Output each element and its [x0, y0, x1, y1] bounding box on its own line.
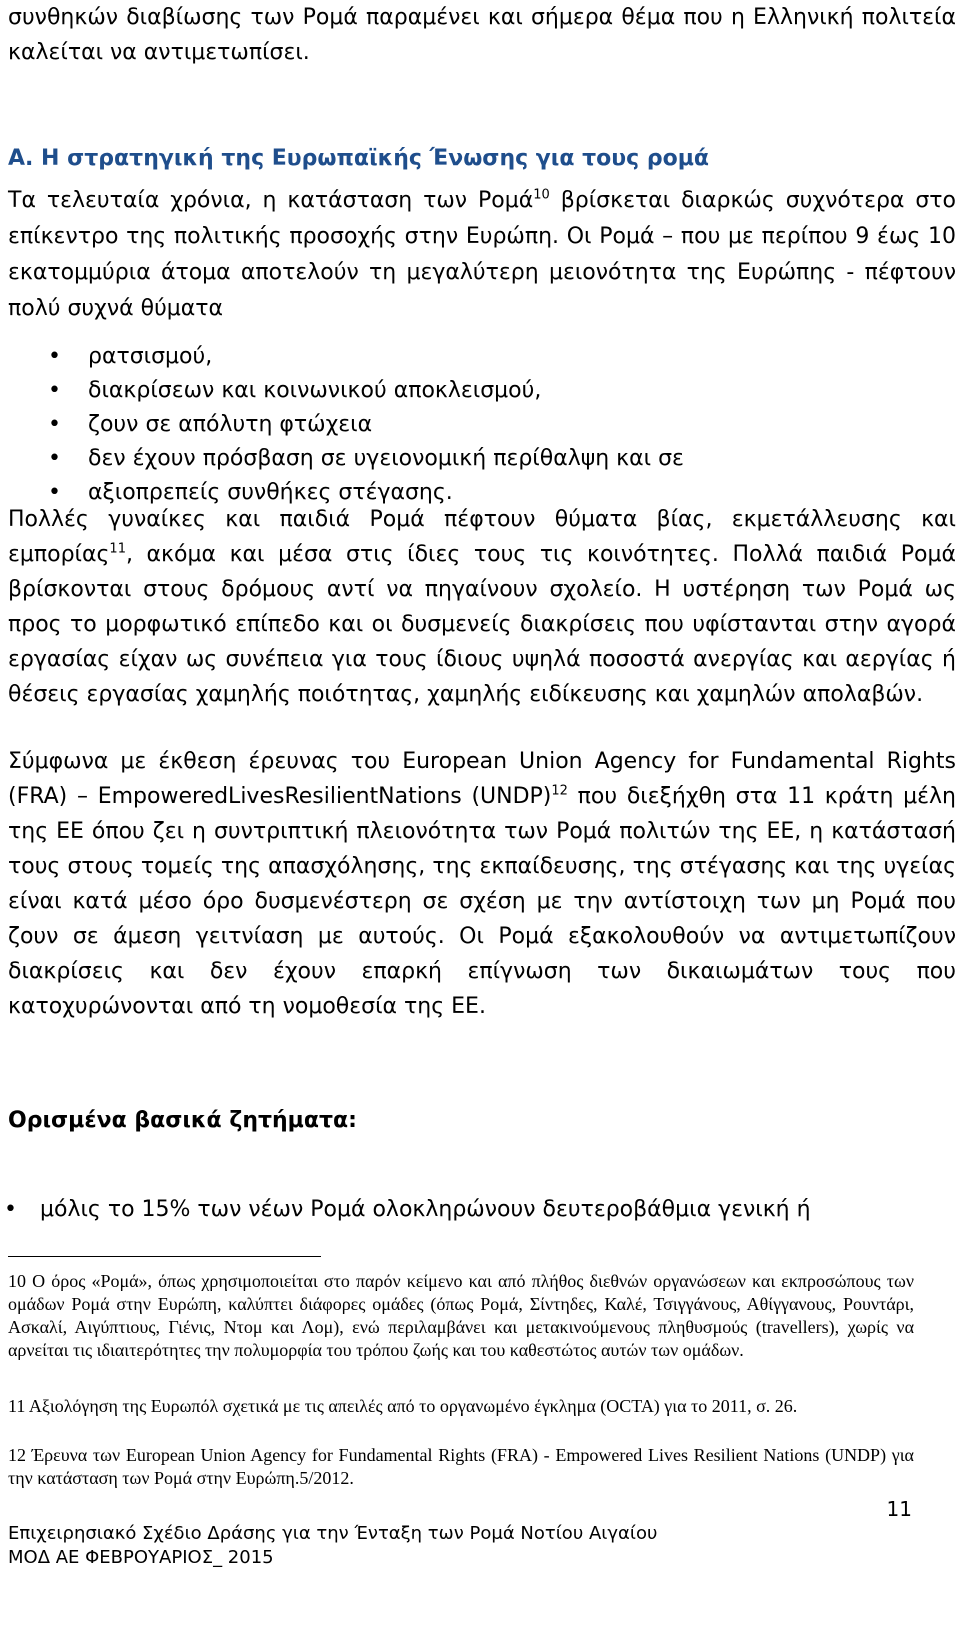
- footnote-ref-12[interactable]: 12: [551, 783, 568, 799]
- list-item: [0, 442, 960, 476]
- paragraph-fra-report: [8, 744, 956, 1024]
- list-item-text: ρατσισμού,: [88, 344, 213, 369]
- footnote-11: 11 Αξιολόγηση της Ευρωπόλ σχετικά με τις απειλές από το οργανωμένο έγκλημα (OCTA) για το 2011, σ. 26.: [8, 1396, 798, 1416]
- list-item: [0, 340, 960, 374]
- intro-paragraph: συνθηκών διαβίωσης των Ρομά παραμένει και σήμερα θέμα που η Ελληνική πολιτεία καλείται να αντιμετωπίσει.: [8, 5, 956, 65]
- bullet-icon: •: [48, 344, 61, 369]
- paragraph-text: βρίσκεται διαρκώς συχνότερα στο επίκεντρο της πολιτικής προσοχής στην Ευρώπη. Οι Ρομά – που με περίπου 9 έως 10 εκατομμύρια άτομα αποτελούν τη μεγαλύτερη μειονότητα της Ευρώπης - πέφτουν πολύ συχνά θύματα: [8, 188, 956, 321]
- section-heading: Α. Η στρατηγική της Ευρωπαϊκής Ένωσης για τους ρομά: [8, 146, 710, 171]
- paragraph-text: Τα τελευταία χρόνια, η κατάσταση των Ρομά: [8, 188, 534, 213]
- key-issues-heading: Ορισμένα βασικά ζητήματα:: [8, 1108, 357, 1133]
- footer-date: ΜΟΔ ΑΕ ΦΕΒΡΟΥΑΡΙΟΣ_ 2015: [8, 1547, 274, 1568]
- list-item-text: μόλις το 15% των νέων Ρομά ολοκληρώνουν δευτεροβάθμια γενική ή: [40, 1197, 811, 1222]
- footer-title: Επιχειρησιακό Σχέδιο Δράσης για την Ένταξη των Ρομά Νοτίου Αιγαίου: [8, 1523, 658, 1544]
- victims-bullet-list: [0, 340, 960, 510]
- bullet-icon: •: [48, 480, 61, 505]
- paragraph-text: Σύμφωνα με έκθεση έρευνας του European Union Agency for Fundamental Rights (FRA) – EmpoweredLivesResilientNations (UNDP): [8, 749, 956, 809]
- paragraph-text: , ακόμα και μέσα στις ίδιες τους τις κοινότητες. Πολλά παιδιά Ρομά βρίσκονται στους δρόμους αντί να πηγαίνουν σχολείο. Η υστέρηση των Ρομά ως προς το μορφωτικό επίπεδο και οι δυσμενείς διακρίσεις που υφίστανται στην αγορά εργασίας είχαν ως συνέπεια για τους ίδιους υψηλά ποσοστά ανεργίας και αεργίας ή θέσεις εργασίας χαμηλής ποιότητας, χαμηλής ειδίκευσης και χαμηλών απολαβών.: [8, 542, 956, 707]
- list-item-text: διακρίσεων και κοινωνικού αποκλεισμού,: [88, 378, 542, 403]
- bullet-icon: •: [48, 378, 61, 403]
- bullet-icon: •: [48, 412, 61, 437]
- bullet-icon: •: [48, 446, 61, 471]
- footnote-ref-11[interactable]: 11: [109, 541, 126, 557]
- list-item-text: ζουν σε απόλυτη φτώχεια: [88, 412, 373, 437]
- paragraph-roma-situation: [8, 183, 956, 327]
- paragraph-women-children: [8, 502, 956, 712]
- paragraph-text: Πολλές γυναίκες και παιδιά Ρομά πέφτουν θύματα βίας, εκμετάλλευσης και εμπορίας: [8, 507, 956, 567]
- list-item: [0, 408, 960, 442]
- list-item: [0, 374, 960, 408]
- footnote-10: 10 Ο όρος «Ρομά», όπως χρησιμοποιείται στο παρόν κείμενο και από πλήθος διεθνών οργανώσεων και εκπροσώπους των ομάδων Ρομά στην Ευρώπη, καλύπτει διάφορες ομάδες (όπως Ρομά, Σίντηδες, Καλέ, Τσιγγάνους, Αθίγγανους, Ρουντάρι, Ασκαλί, Αιγύπτιους, Γιένις, Ντομ και Λομ), ενώ περιλαμβάνει και μετακινούμενους πληθυσμούς (travellers), χωρίς να αρνείται τις ιδιαιτερότητες την πολυμορφία του τρόπου ζωής και του καθεστώτος αυτών των ομάδων.: [8, 1271, 914, 1360]
- footnote-12: 12 Έρευνα των European Union Agency for Fundamental Rights (FRA) - Empowered Lives Resilient Nations (UNDP) για την κατάσταση των Ρομά στην Ευρώπη.5/2012.: [8, 1445, 914, 1488]
- bullet-icon: •: [4, 1197, 17, 1222]
- list-item-text: αξιοπρεπείς συνθήκες στέγασης.: [88, 480, 453, 505]
- footnote-separator: [8, 1256, 321, 1257]
- paragraph-text: που διεξήχθη στα 11 κράτη μέλη της ΕΕ όπου ζει η συντριπτική πλειονότητα των Ρομά πολιτών της ΕΕ, η κατάστασή τους στους τομείς της απασχόλησης, της εκπαίδευσης, της στέγασης και της υγείας είναι κατά μέσο όρο δυσμενέστερη σε σχέση με την αντίστοιχη των μη Ρομά που ζουν σε άμεση γειτνίαση με αυτούς. Οι Ρομά εξακολουθούν να αντιμετωπίζουν διακρίσεις και δεν έχουν επαρκή επίγνωση των δικαιωμάτων τους που κατοχυρώνονται από τη νομοθεσία της ΕΕ.: [8, 784, 957, 1019]
- list-item-text: δεν έχουν πρόσβαση σε υγειονομική περίθαλψη και σε: [88, 446, 684, 471]
- page-number: 11: [886, 1497, 912, 1521]
- footnote-ref-10[interactable]: 10: [533, 187, 550, 203]
